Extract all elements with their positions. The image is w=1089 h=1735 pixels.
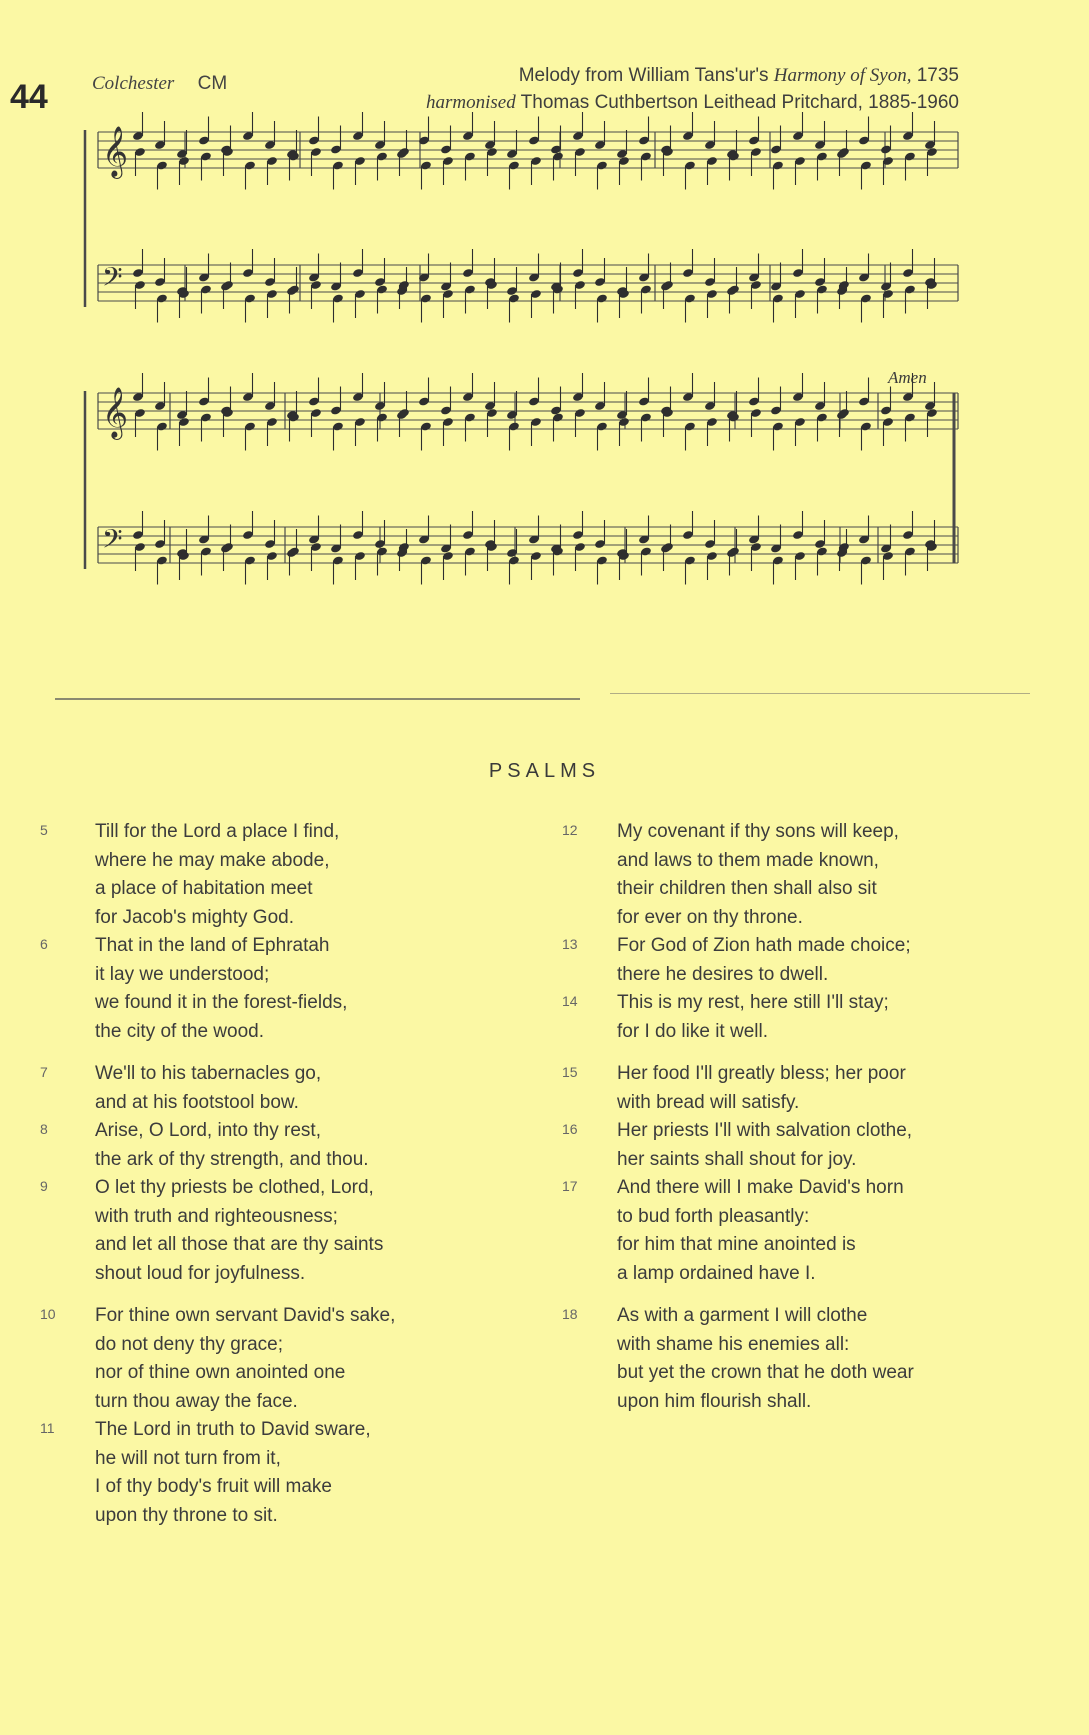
verse-line: the ark of thy strength, and thou. xyxy=(95,1148,369,1170)
verse-line: and at his footstool bow. xyxy=(95,1091,299,1113)
treble-clef-icon: 𝄞 xyxy=(102,126,129,177)
verse-line: turn thou away the face. xyxy=(95,1390,298,1412)
verse-line: with bread will satisfy. xyxy=(617,1091,800,1113)
verse-line: We'll to his tabernacles go, xyxy=(95,1063,322,1084)
verse-line: For God of Zion hath made choice; xyxy=(617,935,911,956)
verse-line: with shame his enemies all: xyxy=(617,1333,850,1355)
verse-line: O let thy priests be clothed, Lord, xyxy=(95,1177,374,1198)
verse-gap xyxy=(560,1288,914,1302)
bass-clef-icon: 𝄢 xyxy=(102,261,123,299)
verse xyxy=(560,1174,914,1288)
bass-clef-icon: 𝄢 xyxy=(102,523,123,561)
verse-line: we found it in the forest-fields, xyxy=(95,992,348,1013)
verse xyxy=(38,1416,395,1530)
verse-number: 9 xyxy=(40,1178,48,1194)
verse-line: upon him flourish shall. xyxy=(617,1390,812,1412)
verse-line: I of thy body's fruit will make xyxy=(95,1476,332,1497)
verse-line: Her priests I'll with salvation clothe, xyxy=(617,1120,913,1141)
verse-line: This is my rest, here still I'll stay; xyxy=(617,992,889,1013)
tune-meter: CM xyxy=(197,73,228,94)
verse xyxy=(560,989,914,1046)
verse-number: 14 xyxy=(562,993,578,1009)
verse-line: For thine own servant David's sake, xyxy=(95,1305,396,1326)
verse-line: Her food I'll greatly bless; her poor xyxy=(617,1063,906,1084)
verse-line: but yet the crown that he doth wear xyxy=(617,1362,914,1383)
verse-number: 13 xyxy=(562,936,578,952)
verse-line: upon thy throne to sit. xyxy=(95,1504,278,1526)
verse-number: 15 xyxy=(562,1064,578,1080)
verse xyxy=(560,1060,914,1117)
verse xyxy=(38,818,395,932)
verse xyxy=(38,932,395,1046)
verse xyxy=(560,932,914,989)
verse-number: 17 xyxy=(562,1178,578,1194)
verse-line: her saints shall shout for joy. xyxy=(617,1148,857,1170)
verse-line: nor of thine own anointed one xyxy=(95,1362,346,1383)
verse xyxy=(560,818,914,932)
verse-gap xyxy=(38,1288,395,1302)
verse xyxy=(38,1302,395,1416)
verse-line: for I do like it well. xyxy=(617,1020,768,1042)
verse-gap xyxy=(560,1046,914,1060)
verse-line: Till for the Lord a place I find, xyxy=(95,821,340,842)
verse-line: to bud forth pleasantly: xyxy=(617,1205,810,1227)
verse-line: for Jacob's mighty God. xyxy=(95,906,294,928)
verse-line: As with a garment I will clothe xyxy=(617,1305,868,1326)
verse-number: 8 xyxy=(40,1121,48,1137)
verse-line: it lay we understood; xyxy=(95,963,270,985)
verse-number: 10 xyxy=(40,1306,56,1322)
tune-name: Colchester xyxy=(92,73,175,94)
amen-label: Amen xyxy=(888,368,927,387)
verse-number: 12 xyxy=(562,822,578,838)
verses-left-column xyxy=(38,818,395,1530)
verse-line: That in the land of Ephratah xyxy=(95,935,330,956)
verse-number: 5 xyxy=(40,822,48,838)
verse-line: a lamp ordained have I. xyxy=(617,1262,816,1284)
hymn-number: 44 xyxy=(10,78,48,116)
verse-number: 6 xyxy=(40,936,48,952)
verse-line: and let all those that are thy saints xyxy=(95,1234,384,1255)
verse-number: 18 xyxy=(562,1306,578,1322)
verse xyxy=(38,1117,395,1174)
verse-line: there he desires to dwell. xyxy=(617,963,829,985)
verse-line: for him that mine anointed is xyxy=(617,1234,856,1255)
verse xyxy=(560,1117,914,1174)
divider-faint xyxy=(610,693,1030,694)
verse xyxy=(38,1060,395,1117)
verse-line: he will not turn from it, xyxy=(95,1447,281,1469)
verse xyxy=(38,1174,395,1288)
verses-right-column xyxy=(560,818,914,1416)
verse-line: Arise, O Lord, into thy rest, xyxy=(95,1120,321,1141)
verse-number: 16 xyxy=(562,1121,578,1137)
melody-credit: Melody from William Tans'ur's Harmony of Syon, 1735 xyxy=(518,65,959,86)
music-score xyxy=(0,0,1089,650)
verse-line: where he may make abode, xyxy=(95,849,330,871)
harmony-credit: harmonised Thomas Cuthbertson Leithead Pritchard, 1885-1960 xyxy=(426,92,959,113)
verse-number: 7 xyxy=(40,1064,48,1080)
verse-line: The Lord in truth to David sware, xyxy=(95,1419,371,1440)
verse-line: the city of the wood. xyxy=(95,1020,264,1042)
verse-line: a place of habitation meet xyxy=(95,878,313,899)
verse-line: their children then shall also sit xyxy=(617,878,877,899)
section-title: PSALMS xyxy=(488,760,601,782)
verse-gap xyxy=(38,1046,395,1060)
divider xyxy=(55,698,580,700)
verse-line: and laws to them made known, xyxy=(617,849,879,871)
treble-clef-icon: 𝄞 xyxy=(102,387,129,438)
verse-line: shout loud for joyfulness. xyxy=(95,1262,306,1284)
verse-line: And there will I make David's horn xyxy=(617,1177,904,1198)
verse-number: 11 xyxy=(40,1420,55,1436)
verse-line: with truth and righteousness; xyxy=(95,1205,338,1227)
verse xyxy=(560,1302,914,1416)
verse-line: for ever on thy throne. xyxy=(617,906,803,928)
verse-line: do not deny thy grace; xyxy=(95,1333,284,1355)
verse-line: My covenant if thy sons will keep, xyxy=(617,821,899,842)
